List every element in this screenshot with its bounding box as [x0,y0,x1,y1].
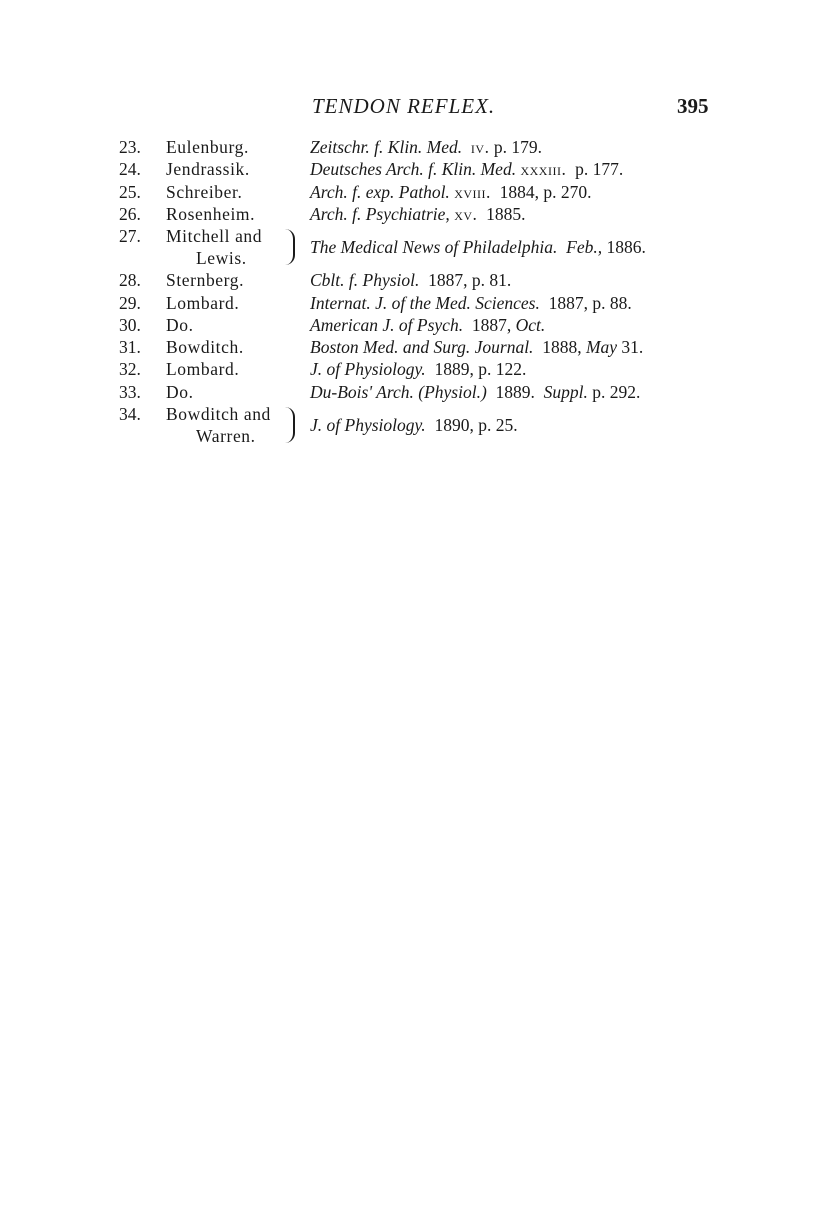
brace-mark [283,229,295,265]
page-number: 395 [677,94,709,118]
reference-citation: American J. of Psych. 1887, Oct. [310,314,546,335]
reference-citation: Arch. f. Psychiatrie, xv. 1885. [310,203,526,224]
reference-number: 24. [119,159,141,180]
reference-citation: Boston Med. and Surg. Journal. 1888, May 31. [310,337,644,358]
reference-number: 28. [119,270,141,291]
reference-citation: Deutsches Arch. f. Klin. Med. xxxiii. p. 177. [310,159,624,180]
reference-number: 32. [119,359,141,380]
reference-citation: J. of Physiology. 1890, p. 25. [310,415,518,435]
reference-number: 26. [119,203,141,224]
running-title: TENDON REFLEX. [312,94,496,118]
reference-number: 30. [119,314,141,335]
reference-author: Schreiber. [166,181,243,202]
reference-number: 34. [119,404,141,424]
reference-number: 33. [119,381,141,402]
reference-number: 23. [119,137,141,157]
reference-number: 31. [119,337,141,358]
reference-author: Sternberg. [166,270,245,291]
reference-citation: Du-Bois' Arch. (Physiol.) 1889. Suppl. p. 292. [310,381,641,402]
reference-citation: Zeitschr. f. Klin. Med. iv. p. 179. [310,137,542,157]
page-header [0,94,816,124]
reference-author: Mitchell and Lewis. [166,226,263,269]
reference-number: 27. [119,226,141,247]
reference-author: Rosenheim. [166,203,256,224]
brace-mark [283,407,295,443]
reference-author: Do. [166,381,194,402]
reference-author: Bowditch. [166,337,244,358]
reference-author: Lombard. [166,359,240,380]
reference-number: 29. [119,292,141,313]
reference-author: Do. [166,314,194,335]
reference-citation: J. of Physiology. 1889, p. 122. [310,359,527,380]
reference-citation: Internat. J. of the Med. Sciences. 1887, p. 88. [310,292,632,313]
reference-citation: Arch. f. exp. Pathol. xviii. 1884, p. 270. [310,181,592,202]
reference-author: Eulenburg. [166,137,249,157]
reference-citation: The Medical News of Philadelphia. Feb., 1886. [310,237,646,258]
reference-author: Lombard. [166,292,240,313]
reference-number: 25. [119,181,141,202]
reference-citation: Cblt. f. Physiol. 1887, p. 81. [310,270,512,291]
reference-author: Jendrassik. [166,159,250,180]
reference-author: Bowditch and Warren. [166,404,271,446]
